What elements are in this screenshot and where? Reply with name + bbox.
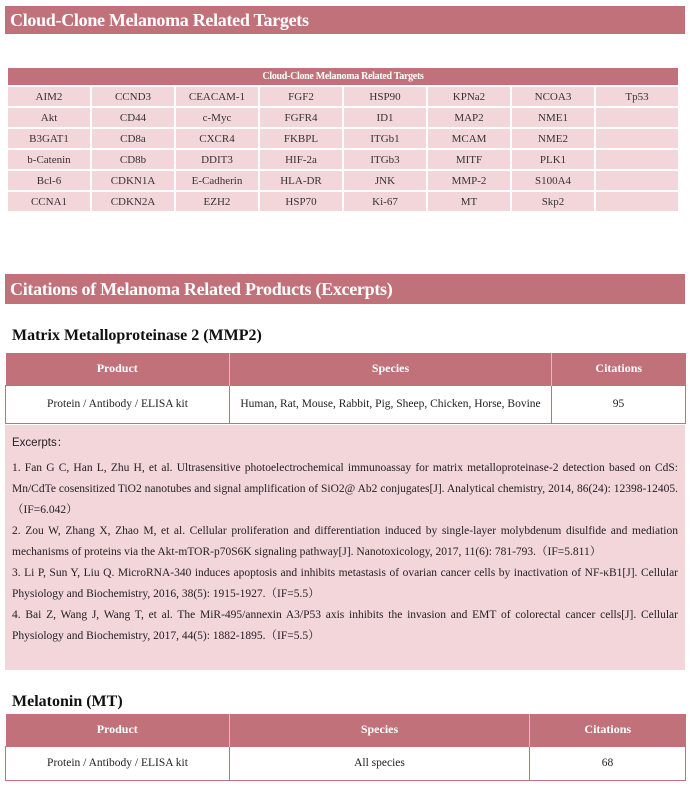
table-row xyxy=(8,108,678,127)
target-cell xyxy=(596,129,678,148)
target-cell: Akt xyxy=(8,108,90,127)
target-cell: ID1 xyxy=(344,108,426,127)
target-cell: JNK xyxy=(344,171,426,190)
target-cell: ITGb3 xyxy=(344,150,426,169)
target-cell: B3GAT1 xyxy=(8,129,90,148)
target-cell: ITGb1 xyxy=(344,129,426,148)
target-cell: HLA-DR xyxy=(260,171,342,190)
target-cell: MCAM xyxy=(428,129,510,148)
target-cell: NME2 xyxy=(512,129,594,148)
table-row xyxy=(8,150,678,169)
citations-banner: Citations of Melanoma Related Products (Excerpts) xyxy=(5,274,685,304)
target-cell: FGFR4 xyxy=(260,108,342,127)
target-cell: MITF xyxy=(428,150,510,169)
target-cell: CEACAM-1 xyxy=(176,87,258,106)
target-cell: CCND3 xyxy=(92,87,174,106)
target-cell: S100A4 xyxy=(512,171,594,190)
target-cell: MT xyxy=(428,192,510,211)
excerpts-label: Excerpts： xyxy=(12,437,69,449)
target-cell: HSP70 xyxy=(260,192,342,211)
target-cell: b-Catenin xyxy=(8,150,90,169)
target-cell: FGF2 xyxy=(260,87,342,106)
melatonin-species-cell: All species xyxy=(230,746,530,780)
mmp2-species-header: Species xyxy=(230,353,552,385)
excerpt-item: 2. Zou W, Zhang X, Zhao M, et al. Cellular proliferation and differentiation induced by single-layer molybdenum disulfide and mediation mechanisms of proteins via the Akt-mTOR-p70S6K signaling pathway[J]. Nanotoxicology, 2017, 11(6): 781-793.（IF=5.811） xyxy=(12,525,678,558)
melatonin-citations-header: Citations xyxy=(530,714,686,746)
target-cell: E-Cadherin xyxy=(176,171,258,190)
mmp2-product-cell: Protein / Antibody / ELISA kit xyxy=(6,385,230,423)
target-cell: Tp53 xyxy=(596,87,678,106)
target-cell: DDIT3 xyxy=(176,150,258,169)
target-cell: PLK1 xyxy=(512,150,594,169)
target-cell xyxy=(596,150,678,169)
mmp2-citations-cell: 95 xyxy=(552,385,686,423)
melatonin-product-cell: Protein / Antibody / ELISA kit xyxy=(6,746,230,780)
target-cell: CD8a xyxy=(92,129,174,148)
targets-table-body xyxy=(8,87,678,211)
mmp2-excerpts xyxy=(5,425,685,670)
excerpt-item: 4. Bai Z, Wang J, Wang T, et al. The MiR-495/annexin A3/P53 axis inhibits the invasion and EMT of colorectal cancer cells[J]. Cellular Physiology and Biochemistry, 2017, 44(5): 1882-1895.（IF=5.5） xyxy=(12,609,678,642)
target-cell: Bcl-6 xyxy=(8,171,90,190)
table-row xyxy=(8,129,678,148)
targets-table xyxy=(6,66,680,213)
target-cell: CD44 xyxy=(92,108,174,127)
excerpt-item: 1. Fan G C, Han L, Zhu H, et al. Ultrasensitive photoelectrochemical immunoassay for matrix metalloproteinase-2 detection based on CdS: Mn/CdTe cosensitized TiO2 nanotubes and signal amplification of SiO2@ Ab2 conjugates[J]. Analytical chemistry, 2014, 86(24): 12398-12405.（IF=6.042） xyxy=(12,462,678,516)
target-cell: MAP2 xyxy=(428,108,510,127)
target-cell: HSP90 xyxy=(344,87,426,106)
target-cell: c-Myc xyxy=(176,108,258,127)
target-cell xyxy=(596,171,678,190)
table-row xyxy=(8,87,678,106)
targets-table-header: Cloud-Clone Melanoma Related Targets xyxy=(8,68,678,85)
targets-banner: Cloud-Clone Melanoma Related Targets xyxy=(5,6,685,34)
target-cell: HIF-2a xyxy=(260,150,342,169)
melatonin-product-header: Product xyxy=(6,714,230,746)
melatonin-title: Melatonin (MT) xyxy=(12,693,123,710)
target-cell: Ki-67 xyxy=(344,192,426,211)
target-cell: Skp2 xyxy=(512,192,594,211)
mmp2-product-header: Product xyxy=(6,353,230,385)
excerpt-item: 3. Li P, Sun Y, Liu Q. MicroRNA-340 induces apoptosis and inhibits metastasis of ovarian cancer cells by inactivation of NF-κB1[J]. Cellular Physiology and Biochemistry, 2016, 38(5): 1915-1927.（IF=5.5） xyxy=(12,567,678,600)
table-row xyxy=(6,385,686,423)
mmp2-species-cell: Human, Rat, Mouse, Rabbit, Pig, Sheep, Chicken, Horse, Bovine xyxy=(230,385,552,423)
target-cell: CD8b xyxy=(92,150,174,169)
melatonin-citations-cell: 68 xyxy=(530,746,686,780)
table-row xyxy=(8,192,678,211)
target-cell: EZH2 xyxy=(176,192,258,211)
target-cell: FKBPL xyxy=(260,129,342,148)
melatonin-table xyxy=(5,714,686,781)
target-cell xyxy=(596,108,678,127)
mmp2-title: Matrix Metalloproteinase 2 (MMP2) xyxy=(12,327,262,344)
target-cell: CDKN1A xyxy=(92,171,174,190)
mmp2-table xyxy=(5,353,686,424)
target-cell: NME1 xyxy=(512,108,594,127)
target-cell: NCOA3 xyxy=(512,87,594,106)
table-row xyxy=(6,746,686,780)
target-cell: KPNa2 xyxy=(428,87,510,106)
target-cell: CXCR4 xyxy=(176,129,258,148)
mmp2-citations-header: Citations xyxy=(552,353,686,385)
target-cell: AIM2 xyxy=(8,87,90,106)
target-cell: CDKN2A xyxy=(92,192,174,211)
target-cell: MMP-2 xyxy=(428,171,510,190)
target-cell: CCNA1 xyxy=(8,192,90,211)
melatonin-species-header: Species xyxy=(230,714,530,746)
target-cell xyxy=(596,192,678,211)
table-row xyxy=(8,171,678,190)
